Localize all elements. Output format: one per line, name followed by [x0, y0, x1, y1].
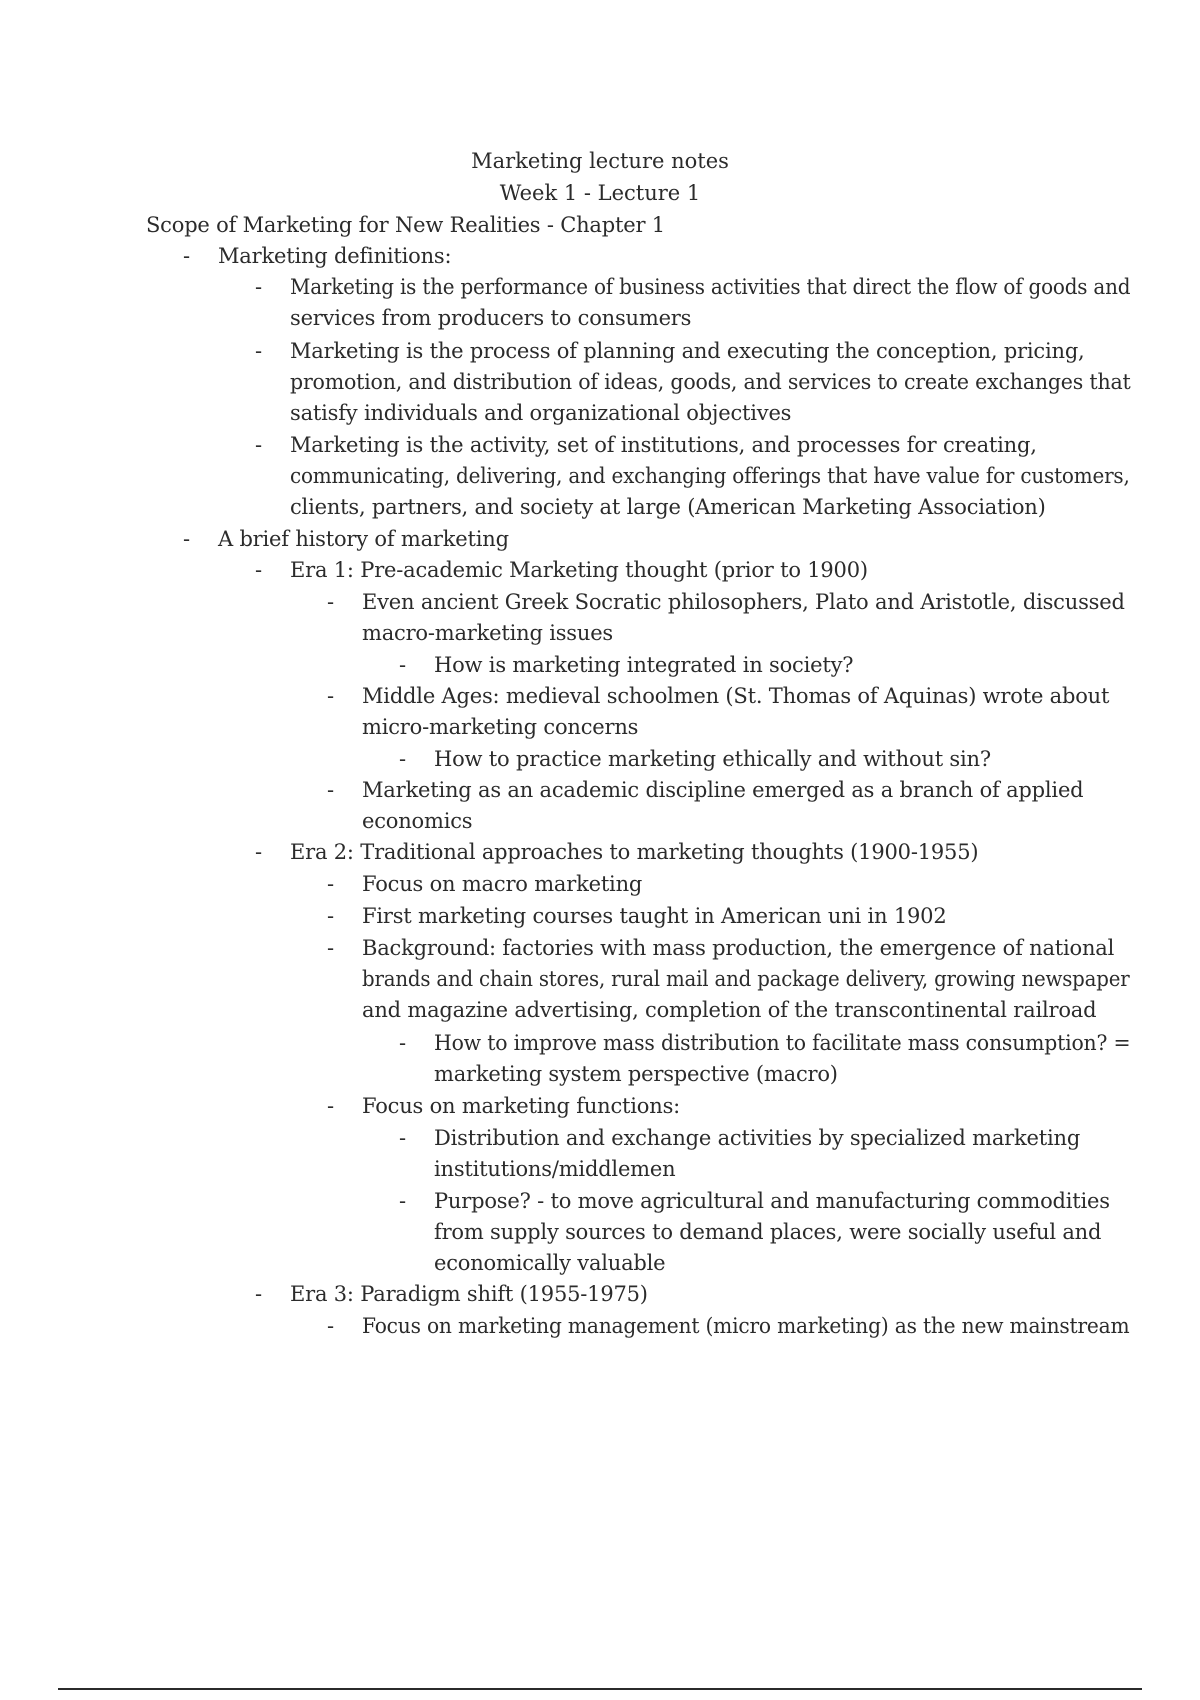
list-item: Purpose? - to move agricultural and manufacturing commodities [434, 1189, 1110, 1213]
list-item: Middle Ages: medieval schoolmen (St. Thomas of Aquinas) wrote about [362, 684, 1110, 708]
bullet-dash: - [399, 747, 407, 771]
section-heading: Scope of Marketing for New Realities - Chapter 1 [146, 213, 665, 237]
bullet-dash: - [327, 936, 335, 960]
list-item-continuation: micro-marketing concerns [362, 715, 639, 739]
bullet-dash: - [327, 872, 335, 896]
bullet-dash: - [399, 1189, 407, 1213]
list-item-continuation: macro-marketing issues [362, 621, 613, 645]
list-item: How to practice marketing ethically and without sin? [434, 747, 991, 771]
list-item-continuation: and magazine advertising, completion of the transcontinental railroad [362, 998, 1097, 1022]
list-item: Focus on macro marketing [362, 872, 643, 896]
list-item-continuation: economically valuable [434, 1251, 666, 1275]
bullet-dash: - [255, 433, 263, 457]
bullet-dash: - [327, 778, 335, 802]
bullet-dash: - [327, 1314, 335, 1338]
list-item: How to improve mass distribution to facilitate mass consumption? = [434, 1031, 1131, 1055]
page-subtitle: Week 1 - Lecture 1 [499, 181, 701, 205]
list-item: First marketing courses taught in American uni in 1902 [362, 904, 947, 928]
bullet-dash: - [327, 904, 335, 928]
bullet-dash: - [327, 684, 335, 708]
list-item: Focus on marketing functions: [362, 1094, 681, 1118]
bullet-dash: - [255, 558, 263, 582]
bullet-dash: - [399, 1126, 407, 1150]
list-item: Background: factories with mass production, the emergence of national [362, 936, 1115, 960]
list-item: Distribution and exchange activities by specialized marketing [434, 1126, 1081, 1150]
page-title: Marketing lecture notes [471, 149, 729, 173]
page-bottom-rule [58, 1688, 1142, 1690]
bullet-dash: - [399, 1031, 407, 1055]
list-item: A brief history of marketing [218, 527, 509, 551]
list-item-continuation: communicating, delivering, and exchanging offerings that have value for customers, [290, 464, 1130, 488]
list-item: Focus on marketing management (micro marketing) as the new mainstream [362, 1314, 1130, 1338]
list-item: Marketing as an academic discipline emerged as a branch of applied [362, 778, 1084, 802]
list-item: Era 3: Paradigm shift (1955-1975) [290, 1282, 648, 1306]
list-item: Marketing is the performance of business activities that direct the flow of goods and [290, 275, 1131, 299]
list-item-continuation: services from producers to consumers [290, 306, 692, 330]
list-item: Marketing definitions: [218, 244, 452, 268]
bullet-dash: - [183, 244, 191, 268]
list-item: Marketing is the activity, set of institutions, and processes for creating, [290, 433, 1037, 457]
bullet-dash: - [255, 1282, 263, 1306]
list-item-continuation: promotion, and distribution of ideas, goods, and services to create exchanges that [290, 370, 1131, 394]
list-item-continuation: economics [362, 809, 473, 833]
bullet-dash: - [255, 275, 263, 299]
list-item-continuation: clients, partners, and society at large (American Marketing Association) [290, 495, 1046, 519]
list-item: Era 2: Traditional approaches to marketing thoughts (1900-1955) [290, 840, 979, 864]
list-item-continuation: marketing system perspective (macro) [434, 1062, 838, 1086]
bullet-dash: - [255, 840, 263, 864]
bullet-dash: - [327, 590, 335, 614]
bullet-dash: - [327, 1094, 335, 1118]
list-item: Marketing is the process of planning and executing the conception, pricing, [290, 339, 1085, 363]
list-item-continuation: institutions/middlemen [434, 1157, 676, 1181]
list-item-continuation: from supply sources to demand places, were socially useful and [434, 1220, 1102, 1244]
list-item-continuation: satisfy individuals and organizational objectives [290, 401, 792, 425]
list-item: How is marketing integrated in society? [434, 653, 854, 677]
list-item: Even ancient Greek Socratic philosophers, Plato and Aristotle, discussed [362, 590, 1125, 614]
bullet-dash: - [183, 527, 191, 551]
list-item-continuation: brands and chain stores, rural mail and package delivery, growing newspaper [362, 967, 1130, 991]
list-item: Era 1: Pre-academic Marketing thought (prior to 1900) [290, 558, 868, 582]
bullet-dash: - [399, 653, 407, 677]
bullet-dash: - [255, 339, 263, 363]
